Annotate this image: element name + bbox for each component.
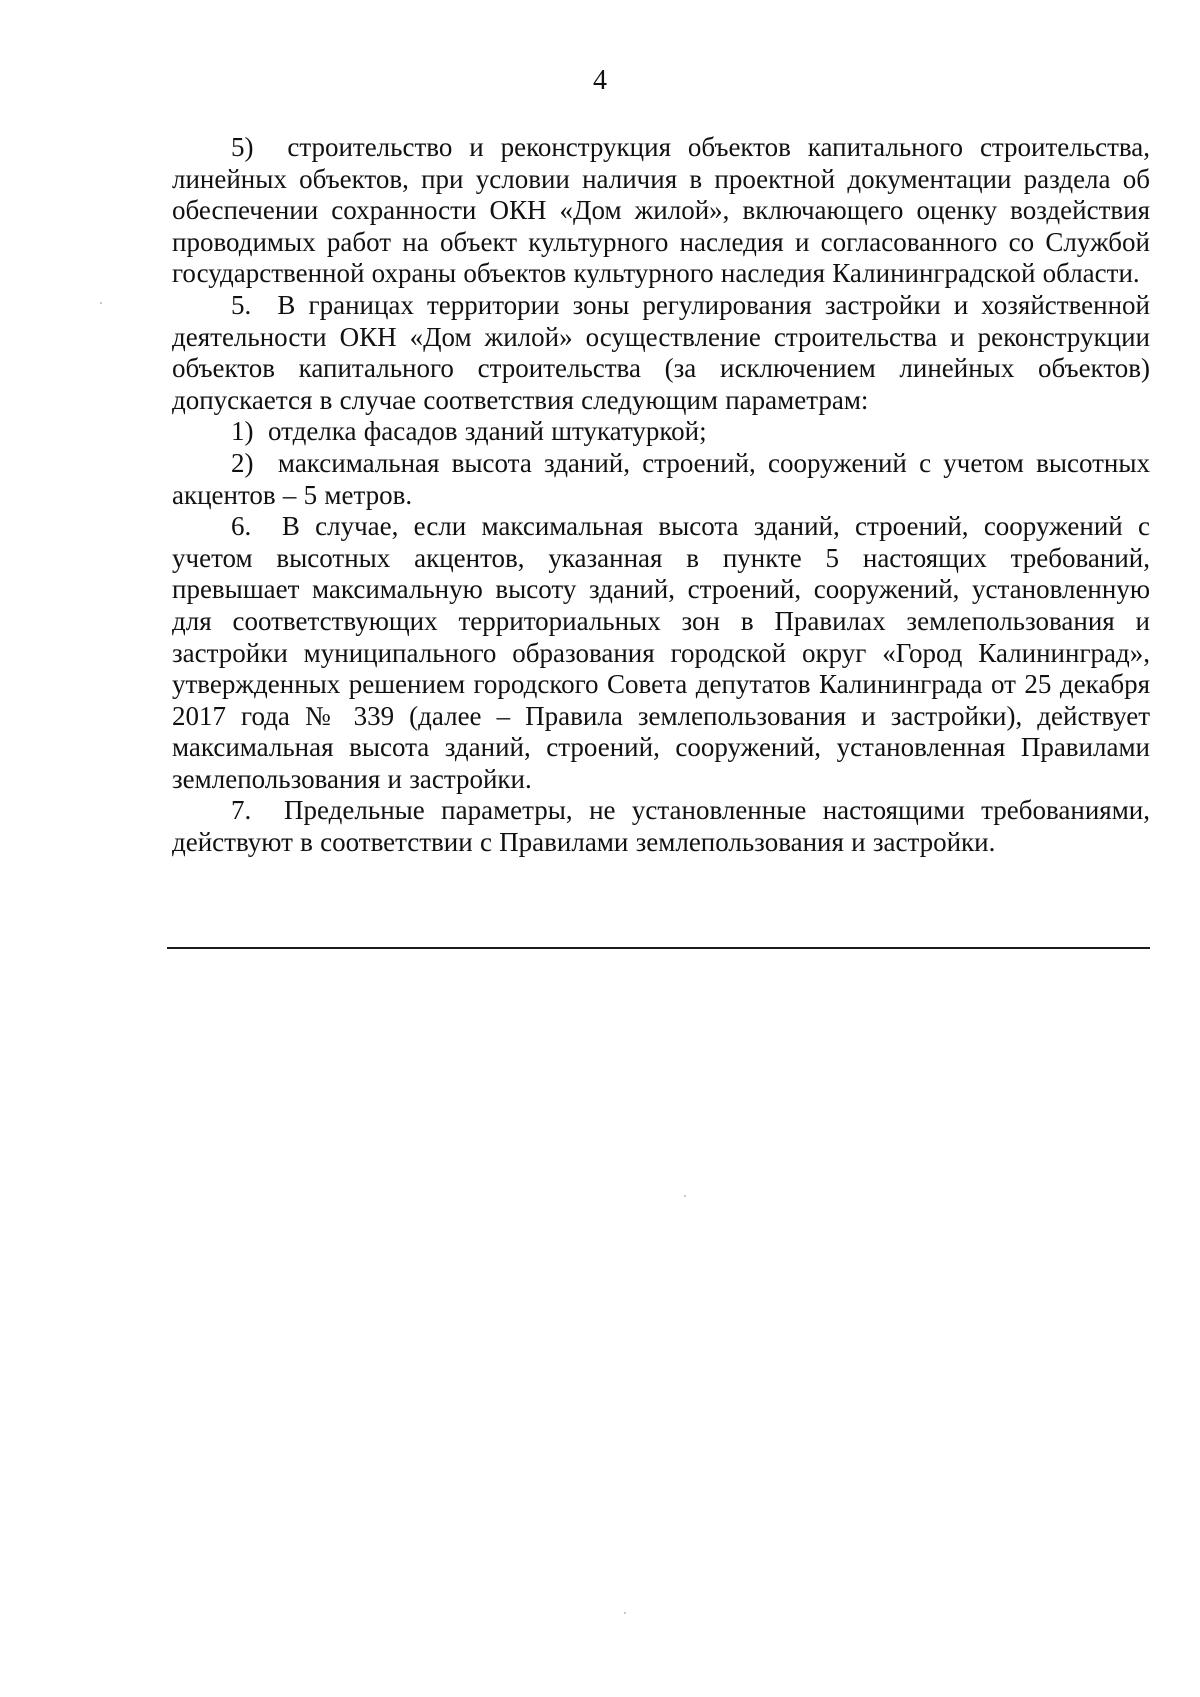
scan-speck xyxy=(624,1612,626,1614)
end-divider-line xyxy=(167,947,1150,949)
scan-speck xyxy=(684,1195,686,1197)
page-number: 4 xyxy=(593,65,607,96)
paragraph-item-2-max-height: 2) максимальная высота зданий, строений, сооружений с учетом высотных акцентов – 5 метров. xyxy=(172,447,1150,510)
paragraph-clause-6-height-exceeds: 6. В случае, если максимальная высота зданий, строений, сооружений с учетом высотных акцентов, указанная в пункте 5 настоящих требований, превышает максимальную высоту зданий, строений, сооружений, установленную для соответствующих территориальных зон в Правилах землепользования и застройки муниципального образования городской округ «Город Калининград», утвержденных решением городского Совета депутатов Калининграда от 25 декабря 2017 года № 339 (далее – Правила землепользования и застройки), действует максимальная высота зданий, строений, сооружений, установленная Правилами землепользования и застройки. xyxy=(172,511,1150,794)
paragraph-item-1-facade-finish: 1) отделка фасадов зданий штукатуркой; xyxy=(231,416,707,447)
paragraph-clause-5-zone-regulation: 5. В границах территории зоны регулирования застройки и хозяйственной деятельности ОКН «Дом жилой» осуществление строительства и реконструкции объектов капитального строительства (за исключением линейных объектов) допускается в случае соответствия следующим параметрам: xyxy=(172,289,1150,415)
scan-speck xyxy=(100,302,102,304)
document-body xyxy=(172,132,1150,859)
paragraph-clause-7-other-parameters: 7. Предельные параметры, не установленные настоящими требованиями, действуют в соответствии с Правилами землепользования и застройки. xyxy=(172,795,1150,858)
paragraph-item-5-construction: 5) строительство и реконструкция объектов капитального строительства, линейных объектов, при условии наличия в проектной документации раздела об обеспечении сохранности ОКН «Дом жилой», включающего оценку воздействия проводимых работ на объект культурного наследия и согласованного со Службой государственной охраны объектов культурного наследия Калининградской области. xyxy=(172,132,1150,289)
